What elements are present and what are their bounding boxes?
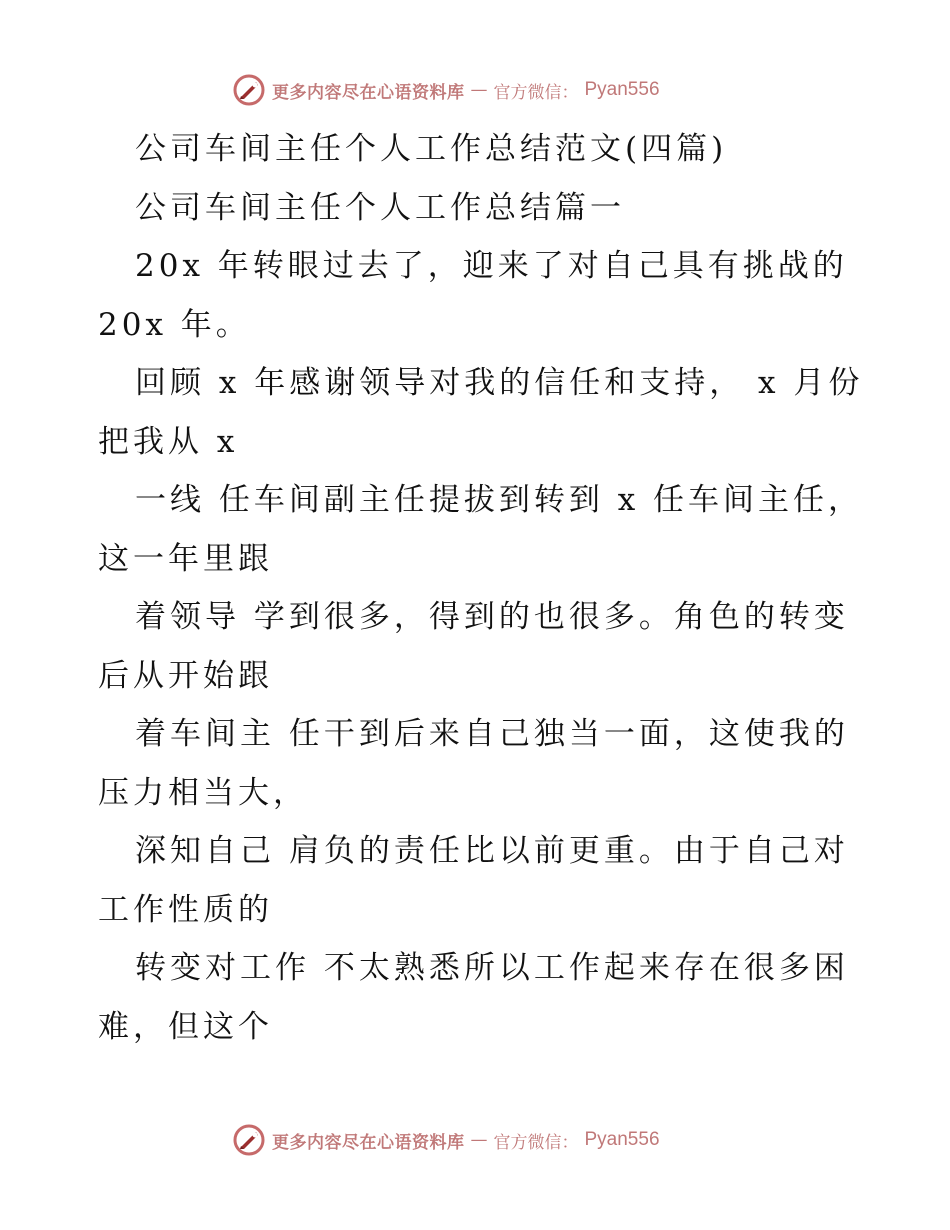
paragraph-line: 转变对工作 不太熟悉所以工作起来存在很多困 (135, 950, 849, 986)
paragraph-line: 压力相当大， (98, 774, 308, 811)
document-title: 公司车间主任个人工作总结范文(四篇) (135, 131, 728, 167)
watermark-wechat-label: 官方微信： (493, 1132, 579, 1153)
paragraph-line: 深知自己 肩负的责任比以前更重。由于自己对 (135, 833, 849, 869)
paragraph-line: 着车间主 任干到后来自己独当一面，这使我的 (135, 716, 849, 752)
footer-watermark (232, 1122, 660, 1158)
paragraph-line: 回顾 x 年感谢领导对我的信任和支持， x 月份 (135, 365, 864, 401)
paragraph-line: 工作性质的 (98, 891, 273, 928)
watermark-lead-text: 更多内容尽在心语资料库 (272, 82, 465, 103)
paragraph-line: 把我从 x (98, 423, 239, 460)
quill-pen-logo-icon (232, 1123, 266, 1157)
document-body (98, 120, 864, 1056)
paragraph-line: 这一年里跟 (98, 540, 273, 577)
watermark-dash: — (470, 1130, 488, 1150)
watermark-dash: — (470, 80, 488, 100)
paragraph-line: 20x 年转眼过去了，迎来了对自己具有挑战的 (135, 248, 848, 284)
quill-pen-logo-icon (232, 73, 266, 107)
paragraph-line: 难，但这个 (98, 1008, 273, 1045)
paragraph-line: 后从开始跟 (98, 657, 273, 694)
watermark-wechat-handle: Pyan556 (584, 1129, 660, 1150)
header-watermark (232, 72, 660, 108)
paragraph-line: 着领导 学到很多，得到的也很多。角色的转变 (135, 599, 849, 635)
watermark-lead-text: 更多内容尽在心语资料库 (272, 1132, 465, 1153)
watermark-wechat-handle: Pyan556 (584, 79, 660, 100)
section-heading: 公司车间主任个人工作总结篇一 (135, 189, 625, 226)
paragraph-line: 20x 年。 (98, 306, 251, 343)
paragraph-line: 一线 任车间副主任提拔到转到 x 任车间主任， (135, 482, 864, 518)
watermark-wechat-label: 官方微信： (493, 82, 579, 103)
